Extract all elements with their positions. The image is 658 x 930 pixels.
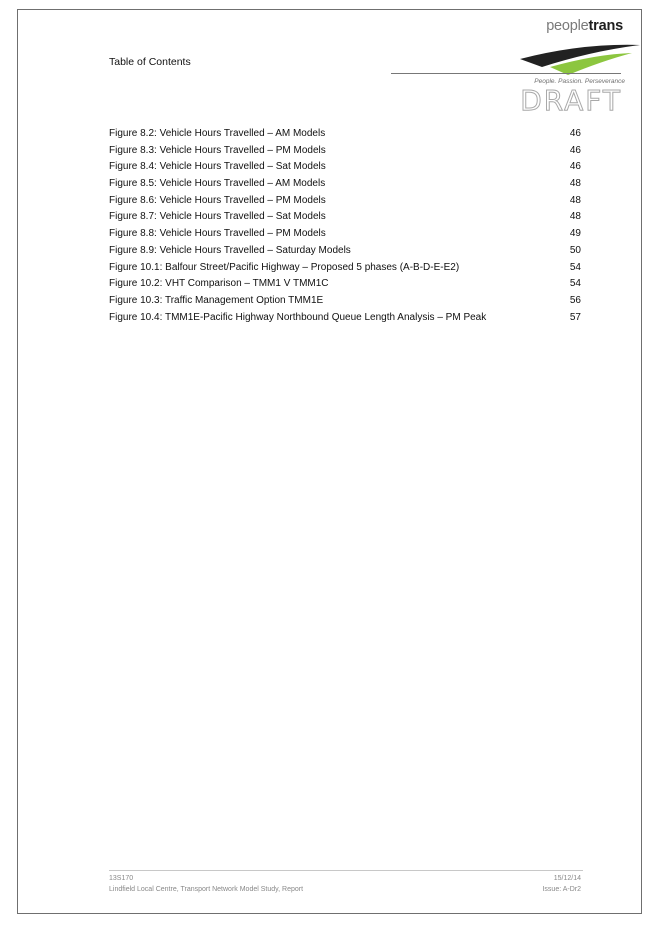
table-of-figures [109, 126, 581, 326]
toc-entry[interactable] [109, 226, 581, 243]
toc-entry-page: 54 [569, 278, 581, 290]
page-header-title: Table of Contents [109, 56, 191, 68]
toc-entry-label: Figure 8.4: Vehicle Hours Travelled – Sat Models [109, 161, 326, 173]
toc-entry[interactable] [109, 293, 581, 310]
toc-entry-page: 57 [569, 311, 581, 323]
toc-entry-page: 48 [569, 194, 581, 206]
logo-swoosh-icon [502, 37, 642, 77]
logo-word-light: people [546, 18, 589, 34]
peopletrans-logo [502, 18, 642, 78]
toc-entry[interactable] [109, 243, 581, 260]
footer-report-title: Lindfield Local Centre, Transport Network Model Study, Report [109, 886, 304, 893]
toc-entry-label: Figure 8.3: Vehicle Hours Travelled – PM Models [109, 144, 326, 156]
logo-word-bold: trans [588, 18, 623, 34]
toc-entry-label: Figure 8.9: Vehicle Hours Travelled – Saturday Models [109, 244, 351, 256]
toc-entry[interactable] [109, 209, 581, 226]
toc-entry-page: 54 [569, 261, 581, 273]
toc-entry[interactable] [109, 159, 581, 176]
toc-entry-label: Figure 10.1: Balfour Street/Pacific Highway – Proposed 5 phases (A-B-D-E-E2) [109, 261, 460, 273]
toc-entry[interactable] [109, 126, 581, 143]
footer-issue: Issue: A-Dr2 [542, 886, 581, 893]
document-page [17, 9, 642, 914]
toc-entry[interactable] [109, 143, 581, 160]
toc-entry-label: Figure 8.5: Vehicle Hours Travelled – AM Models [109, 178, 326, 190]
toc-entry-label: Figure 8.2: Vehicle Hours Travelled – AM Models [109, 128, 326, 139]
toc-entry-label: Figure 8.8: Vehicle Hours Travelled – PM Models [109, 228, 326, 240]
toc-entry[interactable] [109, 310, 581, 327]
toc-entry[interactable] [109, 260, 581, 277]
header-divider [391, 73, 621, 74]
toc-entry-label: Figure 10.2: VHT Comparison – TMM1 V TMM1C [109, 278, 329, 290]
footer-divider [109, 870, 583, 871]
toc-entry-label: Figure 10.3: Traffic Management Option TMM1E [109, 294, 324, 306]
toc-entry-page: 49 [569, 228, 581, 240]
toc-entry-page: 48 [569, 211, 581, 223]
footer-date: 15/12/14 [553, 875, 581, 882]
toc-entry-label: Figure 8.7: Vehicle Hours Travelled – Sat Models [109, 211, 326, 223]
toc-entry-page: 46 [569, 161, 581, 173]
toc-entry[interactable] [109, 193, 581, 210]
toc-entry[interactable] [109, 176, 581, 193]
draft-watermark: DRAFT [520, 84, 622, 117]
toc-entry[interactable] [109, 276, 581, 293]
toc-entry-page: 48 [569, 178, 581, 190]
logo-tagline: People. Passion. Perseverance [534, 78, 625, 85]
toc-entry-page: 56 [569, 294, 581, 306]
footer-project-code: 13S170 [109, 875, 134, 882]
logo-wordmark [546, 18, 623, 34]
toc-entry-page: 46 [569, 128, 581, 139]
toc-entry-page: 50 [569, 244, 581, 256]
toc-entry-label: Figure 8.6: Vehicle Hours Travelled – PM Models [109, 194, 326, 206]
toc-entry-label: Figure 10.4: TMM1E-Pacific Highway Northbound Queue Length Analysis – PM Peak [109, 311, 487, 323]
toc-entry-page: 46 [569, 144, 581, 156]
